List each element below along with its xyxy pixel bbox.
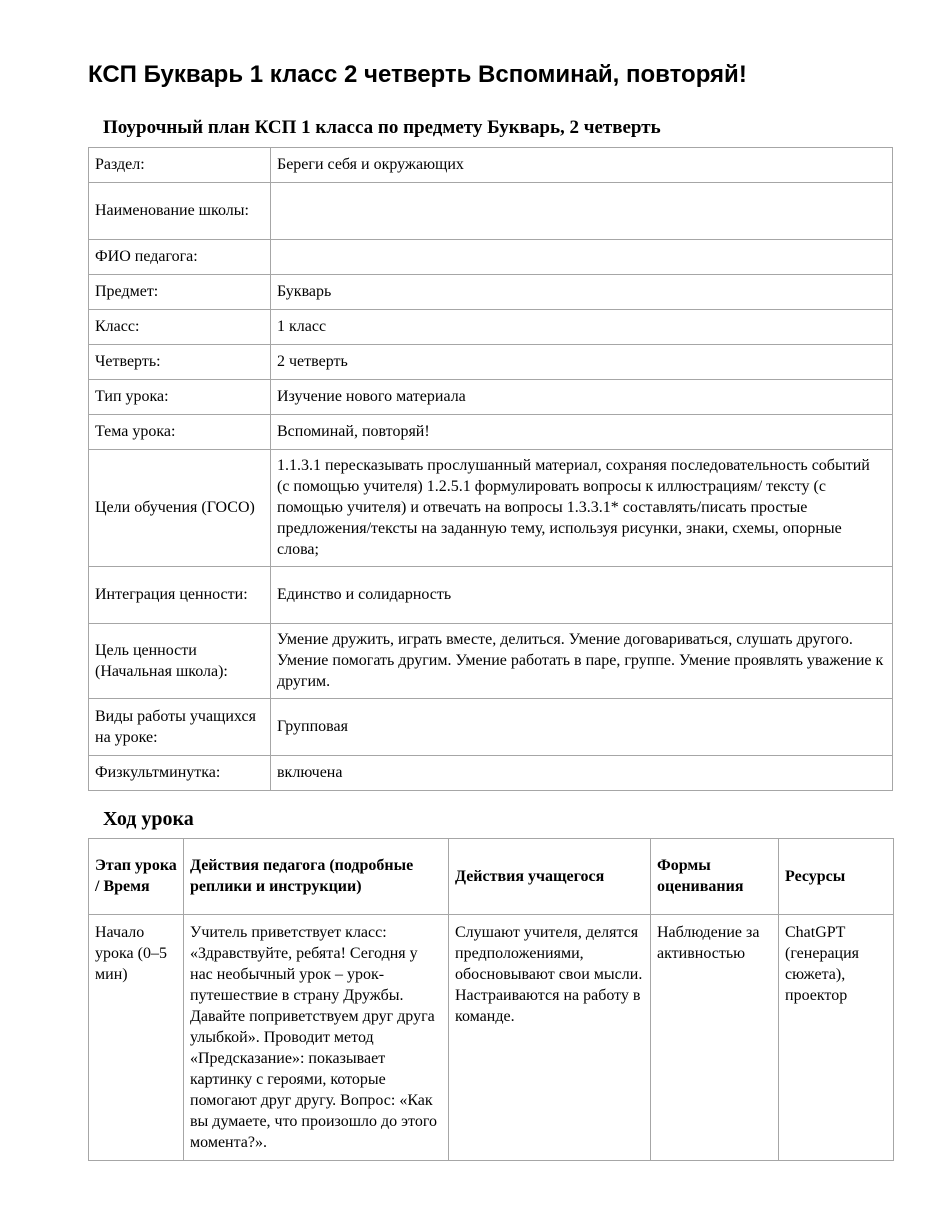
table-row <box>89 310 893 345</box>
table-row <box>89 450 893 567</box>
row-value: 1.1.3.1 пересказывать прослушанный материал, сохраняя последовательность событий (с помощью учителя) 1.2.5.1 формулировать вопросы к иллюстрациям/ тексту (с помощью учителя) и отвечать на вопросы 1.3.3.1* составлять/писать простые предложения/тексты на заданную тему, используя рисунки, знаки, схемы, опорные слова; <box>271 450 893 567</box>
row-value: Букварь <box>271 275 893 310</box>
column-header-assessment: Формы оценивания <box>651 839 779 915</box>
row-value: 2 четверть <box>271 345 893 380</box>
lesson-info-table <box>88 147 893 791</box>
row-label: Предмет: <box>89 275 271 310</box>
row-value <box>271 240 893 275</box>
table-row <box>89 345 893 380</box>
stage-cell: Начало урока (0–5 мин) <box>89 915 184 1161</box>
row-value: Групповая <box>271 699 893 756</box>
row-value: Вспоминай, повторяй! <box>271 415 893 450</box>
column-header-resources: Ресурсы <box>779 839 894 915</box>
table-row <box>89 915 894 1161</box>
lesson-flow-table <box>88 838 894 1161</box>
row-label: ФИО педагога: <box>89 240 271 275</box>
table-row <box>89 380 893 415</box>
row-label: Виды работы учащихся на уроке: <box>89 699 271 756</box>
plan-heading: Поурочный план КСП 1 класса по предмету Букварь, 2 четверть <box>103 117 661 138</box>
row-label: Физкультминутка: <box>89 756 271 791</box>
row-label: Класс: <box>89 310 271 345</box>
column-header-stage: Этап урока / Время <box>89 839 184 915</box>
column-header-teacher-actions: Действия педагога (подробные реплики и инструкции) <box>184 839 449 915</box>
student-actions-cell: Слушают учителя, делятся предположениями, обосновывают свои мысли. Настраиваются на работу в команде. <box>449 915 651 1161</box>
column-header-student-actions: Действия учащегося <box>449 839 651 915</box>
table-row <box>89 756 893 791</box>
table-row <box>89 183 893 240</box>
page-title: КСП Букварь 1 класс 2 четверть Вспоминай, повторяй! <box>88 61 747 88</box>
teacher-actions-cell: Учитель приветствует класс: «Здравствуйте, ребята! Сегодня у нас необычный урок – урок-путешествие в страну Дружбы. Давайте поприветствуем друг друга улыбкой». Проводит метод «Предсказание»: показывает картинку с героями, которые помогают друг другу. Вопрос: «Как вы думаете, что произошло до этого момента?». <box>184 915 449 1161</box>
table-row <box>89 415 893 450</box>
row-value: Умение дружить, играть вместе, делиться. Умение договариваться, слушать другого. Умение помогать другим. Умение работать в паре, группе. Умение проявлять уважение к другим. <box>271 624 893 699</box>
table-row <box>89 567 893 624</box>
row-label: Наименование школы: <box>89 183 271 240</box>
row-label: Раздел: <box>89 148 271 183</box>
table-row <box>89 148 893 183</box>
row-value: Береги себя и окружающих <box>271 148 893 183</box>
row-label: Четверть: <box>89 345 271 380</box>
row-label: Тип урока: <box>89 380 271 415</box>
assessment-cell: Наблюдение за активностью <box>651 915 779 1161</box>
row-value: включена <box>271 756 893 791</box>
table-row <box>89 275 893 310</box>
row-value: Единство и солидарность <box>271 567 893 624</box>
lesson-flow-heading: Ход урока <box>103 808 194 830</box>
resources-cell: ChatGPT (генерация сюжета), проектор <box>779 915 894 1161</box>
row-label: Цели обучения (ГОСО) <box>89 450 271 567</box>
row-value: Изучение нового материала <box>271 380 893 415</box>
table-row <box>89 699 893 756</box>
table-row <box>89 624 893 699</box>
table-row <box>89 240 893 275</box>
table-header-row <box>89 839 894 915</box>
row-label: Цель ценности (Начальная школа): <box>89 624 271 699</box>
row-label: Тема урока: <box>89 415 271 450</box>
row-label: Интеграция ценности: <box>89 567 271 624</box>
row-value <box>271 183 893 240</box>
row-value: 1 класс <box>271 310 893 345</box>
